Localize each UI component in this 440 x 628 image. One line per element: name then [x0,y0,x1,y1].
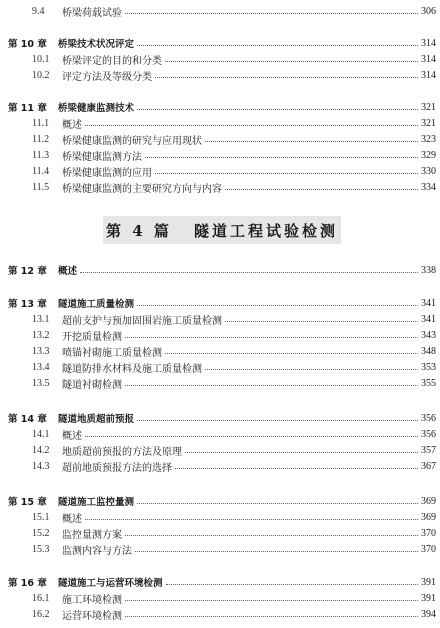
chapter-number: 第 11 章 [8,103,47,114]
page-number: 357 [421,444,436,456]
section-number: 14.2 [32,444,50,456]
section-number: 13.5 [32,377,50,389]
dot-leader [85,519,418,520]
dot-leader [175,468,418,469]
dot-leader [155,77,418,78]
dot-leader [85,436,418,437]
section-title: 监控量测方案 [62,529,122,541]
toc-chapter-16[interactable] [0,574,440,590]
page-number: 341 [421,297,436,309]
toc-entry-10-2[interactable] [0,67,440,83]
toc-entry-11-4[interactable] [0,163,440,179]
section-title: 喷锚衬砌施工质量检测 [62,347,162,359]
page-number: 334 [421,181,436,193]
section-title: 桥梁健康监测的应用 [62,167,152,179]
page-number: 353 [421,361,436,373]
page-number: 394 [421,608,436,620]
dot-leader [137,420,418,421]
page-number: 329 [421,149,436,161]
page-number: 314 [421,53,436,65]
page-number: 370 [421,527,436,539]
dot-leader [135,551,418,552]
toc-chapter-13[interactable] [0,295,440,311]
section-number: 13.3 [32,345,50,357]
toc-entry-11-3[interactable] [0,147,440,163]
dot-leader [137,305,418,306]
page-number: 314 [421,37,436,49]
section-title: 运营环境检测 [62,610,122,622]
toc-entry-11-5[interactable] [0,179,440,195]
section-title: 桥梁荷载试验 [62,7,122,19]
section-number: 16.1 [32,592,50,604]
section-title: 概述 [62,430,82,442]
dot-leader [85,125,418,126]
section-number: 11.5 [32,181,50,193]
dot-leader [125,385,418,386]
toc-entry-16-2[interactable] [0,606,440,622]
toc-entry-11-1[interactable] [0,115,440,131]
dot-leader [165,61,418,62]
dot-leader [125,616,418,617]
dot-leader [165,353,418,354]
chapter-title: 隧道施工监控量测 [58,497,135,508]
chapter-title: 隧道施工质量检测 [58,299,135,310]
dot-leader [225,189,418,190]
chapter-title: 桥梁健康监测技术 [58,103,135,114]
page-number: 367 [421,460,436,472]
section-title: 概述 [62,513,82,525]
page-number: 370 [421,543,436,555]
dot-leader [125,337,418,338]
toc-entry-13-2[interactable] [0,327,440,343]
chapter-title: 隧道地质超前预报 [58,414,135,425]
section-title: 桥梁健康监测的研究与应用现状 [62,135,202,147]
section-title: 施工环境检测 [62,594,122,606]
section-number: 10.2 [32,69,50,81]
dot-leader [166,584,418,585]
section-number: 13.4 [32,361,50,373]
page-number: 356 [421,412,436,424]
section-title: 评定方法及等级分类 [62,71,152,83]
section-title: 隧道防排水材料及施工质量检测 [62,363,202,375]
section-title: 超前支护与预加固围岩施工质量检测 [62,315,222,327]
toc-entry-16-1[interactable] [0,590,440,606]
section-title: 桥梁健康监测的主要研究方向与内容 [62,183,222,195]
section-number: 13.2 [32,329,50,341]
section-number: 15.1 [32,511,50,523]
toc-chapter-11[interactable] [0,99,440,115]
page-number: 369 [421,511,436,523]
toc-entry-14-2[interactable] [0,442,440,458]
page-number: 341 [421,313,436,325]
dot-leader [145,157,418,158]
toc-entry-10-1[interactable] [0,51,440,67]
section-number: 11.3 [32,149,50,161]
part-number: 第 4 篇 [106,221,172,240]
toc-chapter-12[interactable] [0,262,440,278]
page-number: 314 [421,69,436,81]
chapter-title: 桥梁技术状况评定 [58,39,135,50]
toc-entry-11-2[interactable] [0,131,440,147]
toc-entry-13-3[interactable] [0,343,440,359]
chapter-number: 第 14 章 [8,414,47,425]
dot-leader [125,600,418,601]
page-number: 391 [421,576,436,588]
toc-entry-13-5[interactable] [0,375,440,391]
toc-chapter-10[interactable] [0,35,440,51]
page-number: 369 [421,495,436,507]
page-number: 343 [421,329,436,341]
page-number: 356 [421,428,436,440]
chapter-number: 第 13 章 [8,299,47,310]
section-title: 隧道衬砌检测 [62,379,122,391]
dot-leader [225,321,418,322]
part-title: 隧道工程试验检测 [193,221,338,240]
toc-entry-14-3[interactable] [0,458,440,474]
section-number: 11.4 [32,165,50,177]
chapter-number: 第 15 章 [8,497,47,508]
dot-leader [205,369,418,370]
section-number: 11.2 [32,133,50,145]
page-number: 348 [421,345,436,357]
dot-leader [137,45,418,46]
chapter-number: 第 12 章 [8,266,47,277]
section-title: 概述 [62,119,82,131]
toc-chapter-14[interactable] [0,410,440,426]
section-title: 桥梁健康监测方法 [62,151,142,163]
section-title: 超前地质预报方法的选择 [62,462,172,474]
page-number: 391 [421,592,436,604]
toc-entry-15-2[interactable] [0,525,440,541]
toc-entry-15-1[interactable] [0,509,440,525]
toc-entry-13-1[interactable] [0,311,440,327]
dot-leader [137,503,418,504]
chapter-number: 第 16 章 [8,578,47,589]
page-number: 330 [421,165,436,177]
part-heading-banner [103,216,341,244]
section-number: 15.2 [32,527,50,539]
toc-entry-13-4[interactable] [0,359,440,375]
section-number: 9.4 [32,5,45,17]
section-number: 15.3 [32,543,50,555]
page-number: 321 [421,101,436,113]
section-title: 地质超前预报的方法及原理 [62,446,182,458]
dot-leader [185,452,418,453]
chapter-title: 概述 [58,266,78,277]
chapter-number: 第 10 章 [8,39,47,50]
page-number: 355 [421,377,436,389]
toc-entry-15-3[interactable] [0,541,440,557]
toc-entry-9-4[interactable] [0,3,440,19]
section-number: 14.3 [32,460,50,472]
dot-leader [205,141,418,142]
section-title: 桥梁评定的目的和分类 [62,55,162,67]
toc-chapter-15[interactable] [0,493,440,509]
section-title: 开挖质量检测 [62,331,122,343]
chapter-title: 隧道施工与运营环境检测 [58,578,163,589]
section-number: 10.1 [32,53,50,65]
section-title: 监测内容与方法 [62,545,132,557]
page-number: 306 [421,5,436,17]
dot-leader [155,173,418,174]
section-number: 11.1 [32,117,50,129]
dot-leader [125,13,418,14]
section-number: 14.1 [32,428,50,440]
page-number: 338 [421,264,436,276]
dot-leader [137,109,418,110]
section-number: 13.1 [32,313,50,325]
section-number: 16.2 [32,608,50,620]
dot-leader [125,535,418,536]
toc-entry-14-1[interactable] [0,426,440,442]
page-number: 323 [421,133,436,145]
dot-leader [80,272,418,273]
page-number: 321 [421,117,436,129]
